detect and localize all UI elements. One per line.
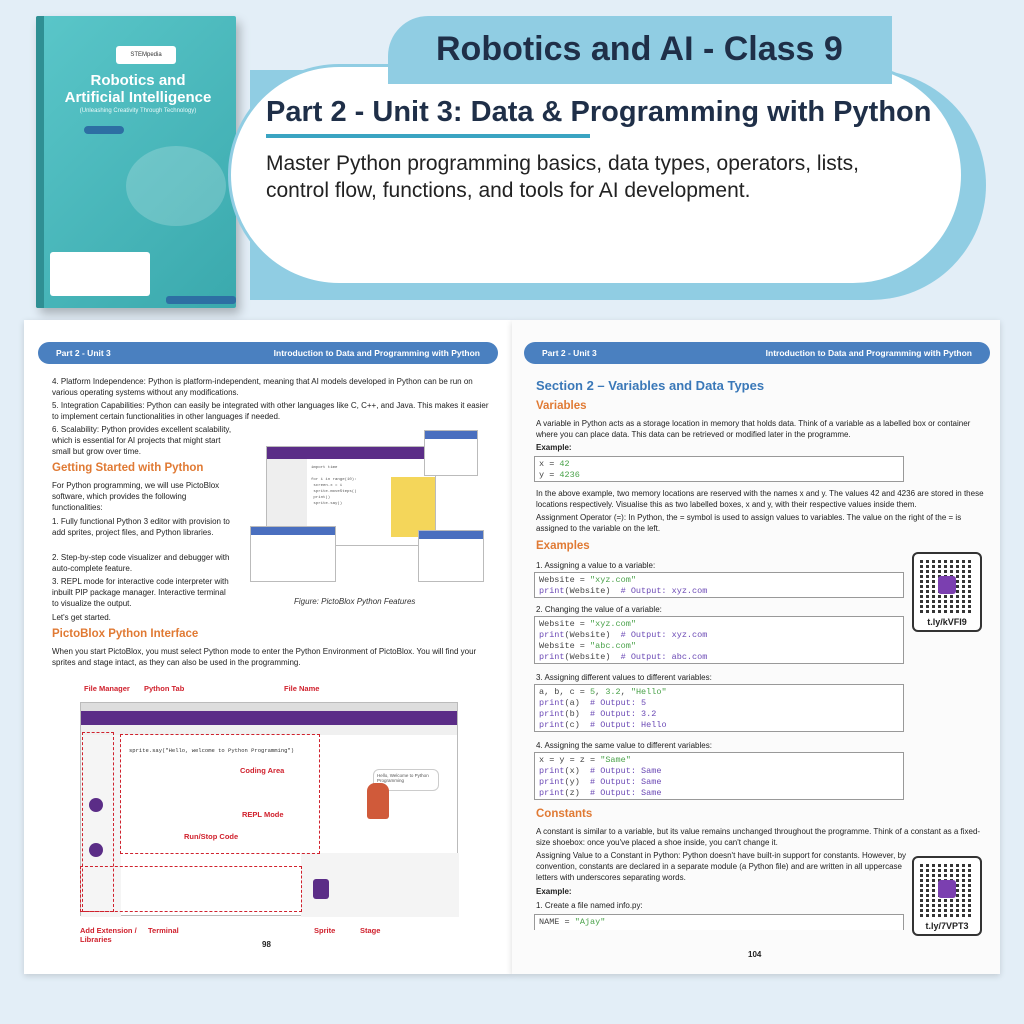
course-title: Robotics and AI - Class 9 [436,30,843,68]
pictoblox-icon [938,576,956,594]
libraries-panel [418,530,484,582]
window-titlebar [81,703,457,711]
unit-underline [266,134,590,138]
qr-link-2: t.ly/7VPT3 [925,921,969,931]
example-label: Example: [536,443,572,452]
speech-bubble: Hello, Welcome to Python Programming [373,769,439,791]
libraries-header [419,531,483,539]
label-sprite: Sprite [314,926,336,935]
label-add-extension: Add Extension / Libraries [80,926,137,944]
para-above: In the above example, two memory locations are reserved with the names x and y. The values 42 and 4236 are stored in these locations respectively. Visualise this as two labelled boxes, x and y, with their respective values inside them. [536,489,984,509]
figure-caption-text: Figure: PictoBlox Python Features [294,597,416,606]
para-constant-assign: Assigning Value to a Constant in Python: Python doesn't have built-in support for constants. However, by convention, constants are declared in a separate module (a Python file) and are written in all uppercase letters with underscores separating words. [536,851,907,882]
qr-link-1: t.ly/kVFI9 [927,617,967,627]
label-repl-mode: REPL Mode [242,810,284,819]
para-interface: When you start PictoBlox, you must select Python mode to enter the Python Environment of PictoBlox. You will find your sprites and stage intact, as they can also be used in the programming. [52,647,477,667]
left-page [24,320,512,974]
heading-interface: PictoBlox Python Interface [52,628,199,640]
sprite-thumbnail[interactable] [313,879,329,899]
para-scalability: 6. Scalability: Python provides excellent scalability, which is essential for AI projects that might start small but grow over time. [52,425,232,456]
example-4-label: 4. Assigning the same value to different variables: [536,741,712,750]
pictoblox-icon [938,880,956,898]
editor-code: import time for i in range(10): screen.x = i sprite.moveSteps() print() sprite.say() [311,466,357,506]
page-number: 104 [748,950,762,959]
code-same: x = y = z = "Same" print(x) # Output: Same print(y) # Output: Same print(z) # Output: Same [534,752,904,800]
feature-1: 1. Fully functional Python 3 editor with provision to add sprites, project files, and Python libraries. [52,517,230,537]
example-2-label: 2. Changing the value of a variable: [536,605,662,614]
qr-code-1[interactable] [912,552,982,632]
book-spine [36,16,44,308]
maze-stage [391,477,435,537]
book-author-tag [166,296,236,304]
visualiser-header [251,527,335,535]
code-example-1: x = 42 y = 4236 [534,456,904,482]
editor-topbar [267,447,435,459]
label-python-tab: Python Tab [144,684,185,693]
repl-mode-panel [424,430,478,476]
header-part: Part 2 - Unit 3 [542,348,597,358]
visualiser-panel [250,526,336,582]
header-part: Part 2 - Unit 3 [56,348,111,358]
book-includes-box [50,252,150,296]
example-label-2: Example: [536,887,572,896]
label-run-stop: Run/Stop Code [184,832,239,841]
book-cover [36,16,236,308]
para-getting: For Python programming, we will use PictoBlox software, which provides the following functionalities: [52,481,220,512]
terminal-box [80,866,302,912]
header-chapter: Introduction to Data and Programming with Python [765,348,972,358]
code-change: Website = "xyz.com" print(Website) # Output: xyz.com Website = "abc.com" print(Website) # Output: abc.com [534,616,904,664]
figure-caption [294,596,415,607]
right-page-header [524,342,990,364]
publisher-logo: STEMpedia [116,46,176,64]
desc-line-2: control flow, functions, and tools for AI development. [266,179,751,202]
code-assign: Website = "xyz.com" print(Website) # Output: xyz.com [534,572,904,598]
lets-start: Let's get started. [52,613,111,622]
course-banner [388,16,892,84]
book-title-1: Robotics and [90,72,186,89]
page-number: 98 [262,940,271,949]
section-heading: Section 2 – Variables and Data Types [536,378,765,393]
code-constant: NAME = "Ajay" [534,914,904,930]
para-integration: 5. Integration Capabilities: Python can easily be integrated with other languages like C, C++, and Java. This makes it easier to implement certain functionalities in other languages if needed. [52,401,489,421]
label-stage: Stage [360,926,381,935]
code-multiple: a, b, c = 5, 3.2, "Hello" print(a) # Output: 5 print(b) # Output: 3.2 print(c) # Output: Hello [534,684,904,732]
para-platform: 4. Platform Independence: Python is platform-independent, meaning that AI models developed in Python can be run on various operating systems without any modifications. [52,377,473,397]
menu-bar [81,711,457,725]
book-title-2: Artificial Intelligence [64,89,212,106]
repl-header [425,431,477,439]
para-constant: A constant is similar to a variable, but its value remains unchanged throughout the programme. Think of a constant as a fixed-size shoebox: once you've placed a shoe inside, you can't change it. [536,827,981,847]
unit-description [266,150,866,204]
label-coding-area: Coding Area [240,766,285,775]
para-variable: A variable in Python acts as a storage location in memory that holds data. Think of a variable as a labelled box or container where you can place data. This data can be retrieved or modified later in the programme. [536,419,971,439]
left-page-header [38,342,498,364]
unit-title: Part 2 - Unit 3: Data & Programming with Python [266,96,932,128]
label-file-manager: File Manager [84,684,130,693]
heading-constants: Constants [536,808,593,820]
example-1-label: 1. Assigning a value to a variable: [536,561,656,570]
desc-line-1: Master Python programming basics, data types, operators, lists, [266,152,859,175]
tobi-sprite [367,783,389,819]
create-file-label: 1. Create a file named info.py: [536,901,643,910]
book-title [48,72,228,106]
feature-2: 2. Step-by-step code visualizer and debugger with auto-complete feature. [52,553,230,573]
qr-code-2[interactable] [912,856,982,936]
heading-examples: Examples [536,540,590,552]
label-file-name: File Name [284,684,320,693]
book-subtitle: (Unleashing Creativity Through Technology) [79,108,197,114]
para-assignment: Assignment Operator (=): In Python, the = symbol is used to assign values to variables. The value on the right of the = is assigned to the variable on the left. [536,513,962,533]
heading-variables: Variables [536,400,587,412]
book-pill [84,126,124,134]
book-illustration [126,146,226,226]
example-3-label: 3. Assigning different values to different variables: [536,673,712,682]
label-terminal: Terminal [148,926,179,935]
right-page [512,320,1000,974]
feature-3: 3. REPL mode for interactive code interpreter with inbuilt PIP package manager. Interactive terminal to visualize the output. [52,577,229,608]
header-chapter: Introduction to Data and Programming with Python [273,348,480,358]
heading-getting-started: Getting Started with Python [52,462,204,474]
code-line: sprite.say("Hello, welcome to Python Programming") [129,747,295,754]
